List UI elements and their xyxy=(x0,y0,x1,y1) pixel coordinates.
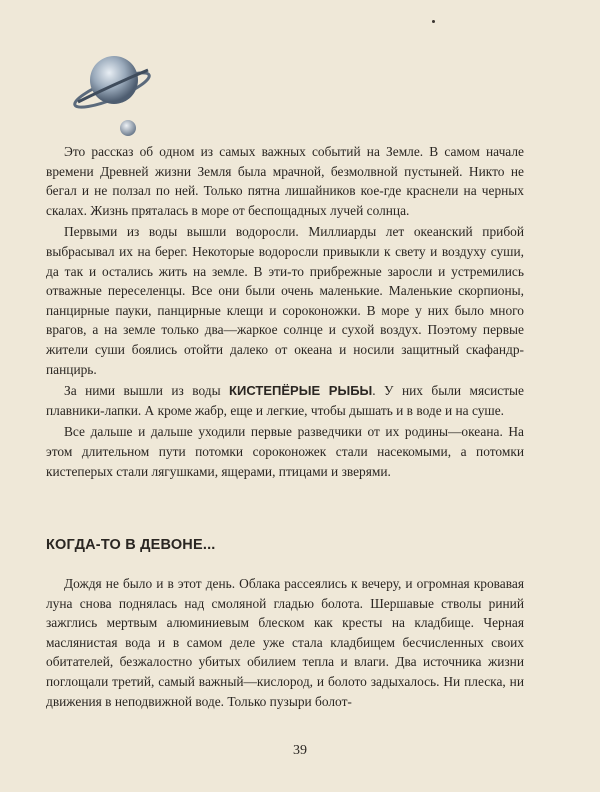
paragraph: Все дальше и дальше уходили первые разведчики от их родины—океана. На этом длительном пути потомки сороконожек стали насекомыми, а потомки кистеперых стали лягушками, ящерами, птицами и зверями. xyxy=(46,424,524,479)
ink-dot xyxy=(432,20,435,23)
paragraph-part: За ними вышли из воды xyxy=(64,383,230,399)
paragraph xyxy=(46,381,524,420)
planet-illustration xyxy=(70,50,160,140)
paragraph: Это рассказ об одном из самых важных событий на Земле. В самом начале времени Древней жизни Земля была мрачной, безмолвной пустыней. Никто не бегал и не ползал по ней. Только пятна лишайников кое-где краснели на черных скалах. Жизнь пряталась в море от беспощадных лучей солнца. xyxy=(46,144,524,218)
section-heading: КОГДА-ТО В ДЕВОНЕ... xyxy=(46,537,216,553)
paragraph-part: . У них были мясистые плавники-лапки. А кроме жабр, еще и легкие, чтобы дышать и в воде и на суше. xyxy=(46,383,524,418)
highlight-term: КИСТЕПЁРЫЕ РЫБЫ xyxy=(229,383,373,399)
body-text xyxy=(46,142,524,483)
page-number: 39 xyxy=(293,743,307,758)
body-text-2 xyxy=(46,574,524,711)
paragraph: Дождя не было и в этот день. Облака рассеялись к вечеру, и огромная кровавая луна снова поднялась над смоляной гладью болота. Шершавые стволы риний зажглись мертвым алюминиевым блеском как кресты на кладбище. Черная маслянистая вода и в самом деле уже стала кладбищем бесчисленных своих обитателей, безжалостно убитых обилием тепла и влаги. Два источника жизни поглощали третий, самый важный—кислород, и болото задыхалось. Ни плеска, ни движения в неподвижной воде. Только пузыри болот- xyxy=(46,576,524,709)
paragraph: Первыми из воды вышли водоросли. Миллиарды лет океанский прибой выбрасывал их на берег. Некоторые водоросли привыкли к свету и воздуху суши, да так и остались жить на земле. В эти-то прибрежные заросли и устремились отважные переселенцы. Все они были очень маленькие. Маленькие скорпионы, панцирные пауки, панцирные клещи и сороконожки. В море у них было много врагов, а на земле только два—жаркое солнце и сухой воздух. Поэтому первые жители суши боялись отойти далеко от океана и носили защитный скафандр-панцирь. xyxy=(46,224,524,377)
